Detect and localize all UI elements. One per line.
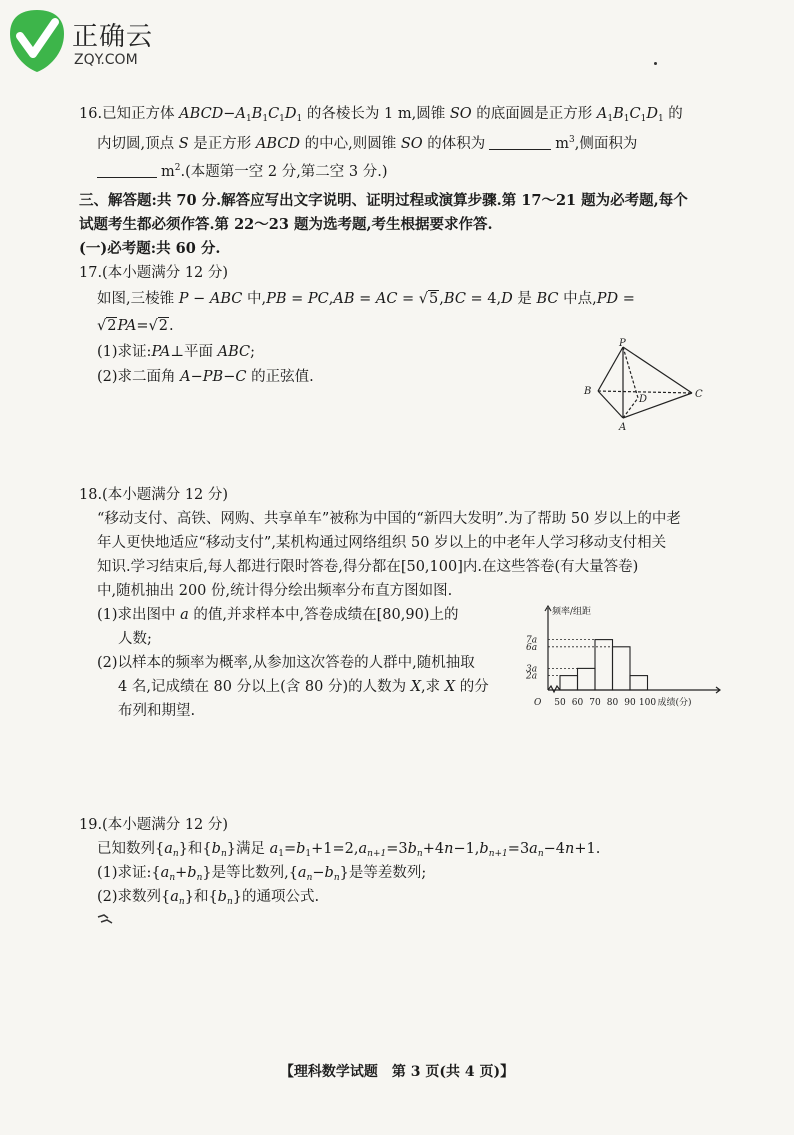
- section3-line-3: (一)必考题:共 60 分.: [79, 240, 221, 257]
- section3-line-1: 三、解答题:共 70 分.解答应写出文字说明、证明过程或演算步骤.第 17～21 题为必考题,每个: [79, 192, 688, 209]
- pyramid-figure: [578, 338, 710, 434]
- x-axis-label: 成绩(分): [657, 698, 692, 708]
- q18-part-1-cont: 人数;: [118, 631, 152, 647]
- edge-ac: [623, 393, 692, 418]
- x-tick-label: 90: [624, 698, 636, 708]
- edge-ba: [598, 391, 623, 418]
- y-axis-label: 频率/组距: [552, 607, 592, 617]
- q18-line-1: “移动支付、高铁、网购、共享单车”被称为中国的“新四大发明”.为了帮助 50 岁以上的中老: [97, 511, 681, 527]
- q17-line-1: 如图,三棱锥 P − ABC 中,PB = PC,AB = AC = √5,BC = 4,D 是 BC 中点,PD =: [97, 291, 635, 307]
- q16-line-1: 16.已知正方体 $ABCD-A_1B_1C_1D_1$ 的各棱长为 1 m,圆锥 SO 的底面圆是正方形 $A_1B_1C_1D_1$ 的: [79, 106, 683, 124]
- q18-part-2-end: 布列和期望.: [118, 703, 196, 719]
- q18-part-1: (1)求出图中 a 的值,并求样本中,答卷成绩在[80,90)上的: [97, 607, 459, 623]
- q16-line-3: $m^2$.(本题第一空 2 分,第二空 3 分.): [97, 164, 388, 180]
- q17-part-2: (2)求二面角 A−PB−C 的正弦值.: [97, 369, 314, 385]
- q16-line-2: 内切圆,顶点 S 是正方形 ABCD 的中心,则圆锥 SO 的体积为 $m^3$,侧面积为: [97, 135, 638, 152]
- edge-bc: [598, 391, 692, 393]
- q18-line-4: 中,随机抽出 200 份,统计得分绘出频率分布直方图如图.: [97, 583, 453, 599]
- q17-heading: 17.(本小题满分 12 分): [79, 265, 229, 281]
- section3-line-2: 试题考生都必须作答.第 22～23 题为选考题,考生根据要求作答.: [79, 216, 493, 233]
- x-tick-label: 80: [606, 698, 619, 708]
- label-p: P: [619, 338, 626, 349]
- scan-speck: [96, 912, 116, 926]
- histogram-bar: [613, 647, 631, 690]
- x-tick-label: 60: [571, 698, 584, 708]
- q18-heading: 18.(本小题满分 12 分): [79, 487, 229, 503]
- y-tick-label: 2a: [526, 671, 538, 682]
- brand-name-en: ZQY.COM: [74, 52, 138, 68]
- q18-part-2-cont: 4 名,记成绩在 80 分以上(含 80 分)的人数为 X,求 X 的分: [118, 679, 489, 695]
- scan-speck: [654, 62, 657, 65]
- label-c: C: [695, 389, 703, 400]
- y-tick-label: 6a: [526, 642, 538, 653]
- q19-heading: 19.(本小题满分 12 分): [79, 817, 229, 833]
- q19-part-1: (1)求证$:\{a_n+b_n\}$是等比数列$,\{a_n-b_n\}$是等差数列;: [97, 865, 427, 883]
- q18-part-2: (2)以样本的频率为概率,从参加这次答卷的人群中,随机抽取: [97, 655, 475, 671]
- origin-label: O: [534, 698, 542, 708]
- brand-name-cn: 正确云: [72, 22, 154, 52]
- frequency-histogram: [524, 600, 724, 714]
- edge-pb: [598, 347, 623, 391]
- q17-part-1: (1)求证:PA⊥平面 ABC;: [97, 344, 255, 360]
- edge-pd: [623, 347, 638, 398]
- y-tick-label: 3a: [526, 664, 538, 675]
- q18-line-3: 知识.学习结束后,每人都进行限时答卷,得分都在[50,100]内.在这些答卷(有大量答卷): [97, 559, 639, 575]
- q17-line-2: √2PA=√2.: [97, 318, 174, 334]
- check-shield-icon: [6, 8, 68, 74]
- label-b: B: [584, 386, 592, 397]
- x-tick-label: 100: [638, 698, 657, 708]
- q19-line-1: 已知数列$\{a_n\}$和$\{b_n\}$满足 $a_1=b_1+1=2,a_{n+1}=3b_n+4n-1,b_{n+1}=3a_n-4n+1$.: [97, 841, 601, 859]
- label-d: D: [639, 394, 648, 405]
- x-tick-label: 70: [589, 698, 601, 708]
- label-a: A: [619, 422, 627, 433]
- q18-line-2: 年人更快地适应“移动支付”,某机构通过网络组织 50 岁以上的中老年人学习移动支付相关: [97, 535, 667, 551]
- x-tick-label: 50: [554, 698, 566, 708]
- edge-pc: [623, 347, 692, 393]
- y-tick-label: 7a: [526, 635, 538, 646]
- histogram-bar: [560, 676, 578, 690]
- histogram-bar: [578, 668, 596, 690]
- histogram-bar: [630, 676, 648, 690]
- axis-break: [548, 686, 560, 692]
- q19-part-2: (2)求数列$\{a_n\}$和$\{b_n\}$的通项公式.: [97, 889, 320, 907]
- page-footer: 【理科数学试题 第 3 页(共 4 页)】: [279, 1064, 515, 1080]
- brand-logo: [6, 8, 156, 78]
